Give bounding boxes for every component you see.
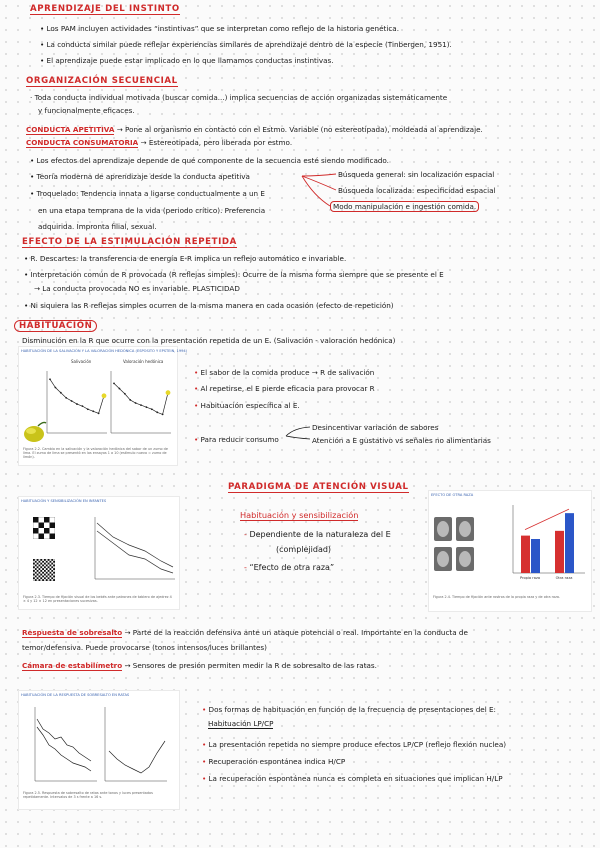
- figure-heading: HABITUACIÓN DE LA SALIVACIÓN Y LA VALORACIÓN HEDÓNICA (ESPOSITO Y EPSTEIN, 1994): [21, 349, 188, 353]
- section-title-organizacion: ORGANIZACIÓN SECUENCIAL: [26, 76, 178, 86]
- apetitiva-line: [26, 125, 483, 134]
- data-point: [124, 393, 126, 395]
- data-point: [162, 414, 164, 416]
- category-label: Otra raza: [555, 576, 573, 580]
- data-point: [98, 412, 100, 414]
- consumatoria-label: CONDUCTA CONSUMATORIA: [26, 138, 139, 147]
- checkerboard-12x12-icon: [33, 559, 55, 581]
- lime-icon: [21, 419, 47, 445]
- bullet-troquelado: • Troquelado: Tendencia innata a ligarse conductualmente a un E: [30, 189, 265, 198]
- bullet-otra-raza: - “Efecto de otra raza”: [244, 563, 335, 572]
- desincentivar: Desincentivar variación de sabores: [312, 423, 439, 432]
- camara-line: [22, 661, 377, 670]
- sobresalto-text: → Parte de la reacción defensiva ante un ataque potencial o real. Importante en la conducta de: [124, 628, 468, 637]
- bullet-text: Para reducir consumo: [200, 435, 279, 444]
- bullet-presentacion: • La presentación repetida no siempre produce efectos LP/CP (reflejo flexión nuclea): [202, 740, 507, 749]
- figure-infantes: [18, 496, 180, 610]
- figure-salivacion: [18, 346, 188, 466]
- figure-heading: HABITUACIÓN Y SENSIBILIZACIÓN EN INFANTES: [21, 499, 107, 503]
- data-point: [102, 393, 107, 398]
- bullet-text: Recuperación espontánea indica H/CP: [208, 757, 346, 766]
- data-point: [156, 411, 158, 413]
- bullet-recuperacion-lp: • La recuperación espontánea nunca es completa en situaciones que implican H/LP: [202, 774, 503, 783]
- sobresalto-cont: temor/defensiva. Puede provocarse (tonos intensos/luces brillantes): [22, 643, 267, 652]
- figure-heading: EFECTO DE OTRA RAZA: [431, 493, 474, 497]
- section-title-habituacion: HABITUACIÓN: [14, 320, 97, 332]
- p-conducta-motivada-2: y funcionalmente eficaces.: [38, 106, 135, 115]
- troquelado-cont: en una etapa temprana de la vida (periodo crítico). Preferencia: [38, 206, 266, 215]
- camara-text: → Sensores de presión permiten medir la R de sobresalto de las ratas.: [124, 661, 377, 670]
- bullet-aprendizaje: • El aprendizaje puede estar implicado en lo que llamamos conductas instintivas.: [40, 56, 334, 65]
- bullet-especifica: • Habituación específica al E.: [194, 401, 300, 410]
- bullet-text: R. Descartes: la transferencia de energía E-R implica un reflejo automático e invariable.: [30, 254, 347, 263]
- section-title-estimulacion: EFECTO DE LA ESTIMULACIÓN REPETIDA: [22, 237, 237, 247]
- subtitle-hab-sens: Habituación y sensibilización: [240, 510, 359, 520]
- data-point: [60, 392, 62, 394]
- bullet-dos-formas: • Dos formas de habituación en función de la frecuencia de presentaciones del E:: [202, 705, 496, 714]
- busqueda-general: Búsqueda general: sin localización espacial: [338, 170, 495, 179]
- bullet-pam: • Los PAM incluyen actividades “instintivas” que se interpretan como reflejo de la historia genética.: [40, 24, 399, 33]
- data-point: [151, 408, 153, 410]
- data-point: [71, 400, 73, 402]
- apetitiva-text: → Pone al organismo en contacto con el Estmo. Variable (no estereotipada), moldeada al aprendizaje.: [116, 125, 483, 134]
- bullet-interpretacion: • Interpretación común de R provocada (R reflejas simples): Ocurre de la misma forma siempre que se presente el E: [24, 270, 444, 279]
- paragraph-text: Toda conducta individual motivada (buscar comida...) implica secuencias de acción organizadas sistemáticamente: [34, 93, 448, 102]
- bullet-text: Teoría moderna de aprendizaje desde la conducta apetitiva: [36, 172, 250, 181]
- bullet-text: Los PAM incluyen actividades “instintivas” que se interpretan como reflejo de la historia genética.: [46, 24, 399, 33]
- bullet-text: La presentación repetida no siempre produce efectos LP/CP (reflejo flexión nuclea): [208, 740, 507, 749]
- bullet-text: “Efecto de otra raza”: [249, 563, 335, 572]
- bullet-text: Troquelado: Tendencia innata a ligarse conductualmente a un E: [36, 189, 265, 198]
- series-line-0: [50, 379, 104, 413]
- bullet-text: El aprendizaje puede estar implicado en lo que llamamos conductas instintivas.: [46, 56, 334, 65]
- fixation-chart: [89, 515, 177, 585]
- complejidad: (complejidad): [276, 545, 332, 554]
- sobresalto-label: Respuesta de sobresalto: [22, 628, 123, 637]
- data-point: [119, 388, 121, 390]
- bar-habituacion: [521, 536, 530, 573]
- atencion-gustativo: Atención a E gustativo vs señales no alimentarias: [312, 436, 491, 445]
- bullet-naturaleza: - Dependiente de la naturaleza del E: [244, 530, 391, 539]
- data-point: [49, 378, 51, 380]
- habituacion-def: Disminución en la R que ocurre con la presentación repetida de un E. (Salivación - valoración hedónica): [22, 336, 396, 345]
- data-point: [146, 406, 148, 408]
- otra-raza-chart: [503, 497, 587, 587]
- bullet-text: Interpretación común de R provocada (R reflejas simples): Ocurre de la misma forma siempre que se presente el E: [30, 270, 444, 279]
- bullet-text: Habituación específica al E.: [200, 401, 300, 410]
- bullet-reflejas: • Ni siquiera las R reflejas simples ocurren de la misma manera en cada ocasión (efecto de repetición): [24, 301, 394, 310]
- data-point: [76, 403, 78, 405]
- data-point: [166, 390, 171, 395]
- bullet-text: La recuperación espontánea nunca es completa en situaciones que implican H/LP: [208, 774, 503, 783]
- plasticidad: → La conducta provocada NO es invariable. PLASTICIDAD: [34, 284, 240, 293]
- bullet-recuperacion: • Recuperación espontánea indica H/CP: [202, 757, 346, 766]
- chart-axis: [47, 371, 107, 433]
- bullet-text: Dos formas de habituación en función de la frecuencia de presentaciones del E:: [208, 705, 496, 714]
- bullet-sabor: • El sabor de la comida produce → R de salivación: [194, 368, 375, 377]
- busqueda-localizada: Búsqueda localizada: especificidad espacial: [338, 186, 496, 195]
- bullet-text: Ni siquiera las R reflejas simples ocurren de la misma manera en cada ocasión (efecto de repetición): [30, 301, 394, 310]
- section-title-instinto: APRENDIZAJE DEL INSTINTO: [30, 4, 180, 14]
- bullet-text: El sabor de la comida produce → R de salivación: [200, 368, 375, 377]
- faces-grid: [433, 515, 479, 575]
- bullet-text: Al repetirse, el E pierde eficacia para provocar R: [200, 384, 375, 393]
- figure-caption: Figura 2.3. Tiempo de fijación visual de los bebés ante patrones de tablero de ajedrez 4 × 4 y 12 × 12 en presentaciones sucesivas.: [23, 595, 172, 603]
- hab-lp-cp: Habituación LP/CP: [208, 719, 274, 728]
- sobresalto-chart: [25, 701, 171, 789]
- checkerboard-4x4-icon: [33, 517, 55, 539]
- bullet-repetirse: • Al repetirse, el E pierde eficacia para provocar R: [194, 384, 375, 393]
- chart-label-hedonica: Valoración hedónica: [123, 359, 164, 364]
- camara-label: Cámara de estabilímetro: [22, 661, 123, 670]
- chart-label-salivacion: Salivación: [71, 359, 92, 364]
- figure-otra-raza: [428, 490, 592, 612]
- figure-caption: Figura 2.4. Tiempo de fijación ante rostros de la propia raza y de otra raza.: [433, 595, 561, 599]
- data-point: [55, 387, 57, 389]
- bar-habituacion: [555, 531, 564, 573]
- data-point: [129, 399, 131, 401]
- bar-prueba: [565, 513, 574, 573]
- bullet-reducir: • Para reducir consumo: [194, 435, 279, 444]
- troquelado-cont-2: adquirida. Impronta filial, sexual.: [38, 222, 157, 231]
- data-point: [135, 402, 137, 404]
- p-conducta-motivada: · Toda conducta individual motivada (buscar comida...) implica secuencias de acción organizadas sistemáticamente: [30, 93, 448, 102]
- sobresalto-line: [22, 628, 468, 637]
- figure-caption: Figura 2.2. Cambio en la salivación y la valoración hedónica del sabor de un zumo de lima. El zumo de lima se presentó en los ensayos 1 a 10 (estímulo nuevo = zumo de limón).: [23, 447, 168, 459]
- bar-prueba: [531, 539, 540, 573]
- category-label: Propia raza: [519, 576, 541, 580]
- data-point: [82, 405, 84, 407]
- figure-caption: Figura 2.5. Respuesta de sobresalto de ratas ante tonos y luces presentados repetidamente. Intervalos de 3 s frente a 16 s.: [23, 791, 153, 799]
- data-point: [113, 383, 115, 385]
- bullet-text: Los efectos del aprendizaje depende de qué componente de la secuencia esté siendo modificado.: [36, 156, 389, 165]
- modo-manipulacion: Modo manipulación e ingestión comida.: [330, 201, 479, 212]
- trend-line: [525, 509, 569, 529]
- bullet-text: La conducta similar puede reflejar experiencias similares de aprendizaje dentro de la especie (Tinbergen, 1951).: [46, 40, 452, 49]
- chart-axis: [111, 371, 171, 433]
- apetitiva-label: CONDUCTA APETITIVA: [26, 125, 115, 134]
- bullet-similar: • La conducta similar puede reflejar experiencias similares de aprendizaje dentro de la especie (Tinbergen, 1951).: [40, 40, 452, 49]
- data-point: [140, 404, 142, 406]
- consumatoria-text: → Estereotipada, pero liberada por estmo.: [140, 138, 293, 147]
- data-point: [87, 408, 89, 410]
- bullet-descartes: • R. Descartes: la transferencia de energía E-R implica un reflejo automático e invariable.: [24, 254, 347, 263]
- consumatoria-line: [26, 138, 292, 147]
- bullet-teoria: • Teoría moderna de aprendizaje desde la conducta apetitiva: [30, 172, 250, 181]
- figure-sobresalto: [18, 690, 180, 810]
- reducir-arrows: [284, 422, 312, 448]
- series-line-1: [114, 383, 168, 414]
- bullet-text: Dependiente de la naturaleza del E: [249, 530, 391, 539]
- figure-heading: HABITUACIÓN DE LA RESPUESTA DE SOBRESALTO EN RATAS: [21, 693, 130, 697]
- bullet-efectos: • Los efectos del aprendizaje depende de qué componente de la secuencia esté siendo modificado.: [30, 156, 389, 165]
- section-title-atencion: PARADIGMA DE ATENCIÓN VISUAL: [228, 482, 409, 492]
- data-point: [92, 410, 94, 412]
- data-point: [65, 397, 67, 399]
